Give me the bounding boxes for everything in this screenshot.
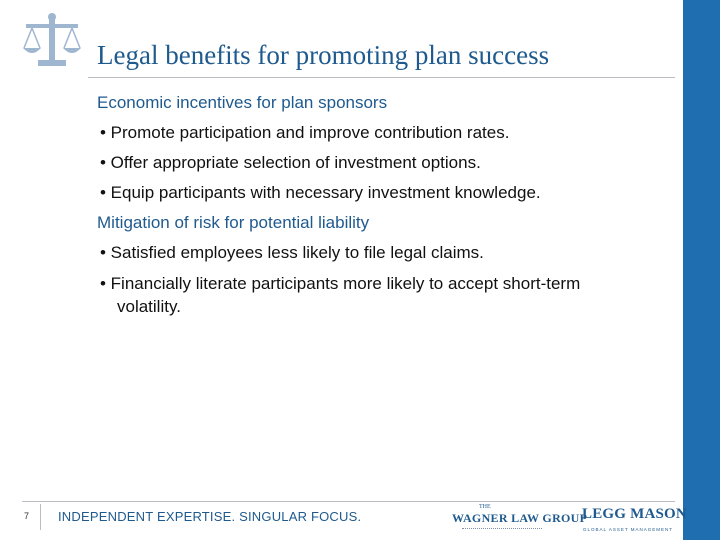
title-divider bbox=[88, 77, 675, 78]
footer-divider bbox=[22, 501, 675, 502]
bullet-financially-literate-line2: volatility. bbox=[117, 297, 181, 316]
scales-of-justice-icon bbox=[20, 12, 84, 70]
section-heading-risk-mitigation: Mitigation of risk for potential liability bbox=[97, 213, 370, 232]
page-number: 7 bbox=[24, 511, 30, 521]
legg-logo-name: LEGG MASON bbox=[582, 506, 687, 522]
bullet-equip-participants: • Equip participants with necessary investment knowledge. bbox=[100, 183, 541, 202]
slide-body bbox=[97, 88, 677, 318]
wagner-logo-subtext bbox=[462, 528, 542, 530]
bullet-promote-participation: • Promote participation and improve contribution rates. bbox=[100, 123, 510, 142]
footer-separator bbox=[40, 504, 41, 530]
right-accent-bar bbox=[683, 0, 720, 540]
wagner-law-group-logo bbox=[452, 504, 588, 534]
bullet-financially-literate-line1: • Financially literate participants more likely to accept short-term bbox=[100, 274, 581, 293]
bullet-offer-selection: • Offer appropriate selection of investment options. bbox=[100, 153, 481, 172]
slide-title: Legal benefits for promoting plan success bbox=[97, 40, 550, 70]
wagner-logo-the: THE bbox=[479, 504, 491, 510]
bullet-financially-literate bbox=[97, 272, 677, 318]
wagner-logo-name: WAGNER LAW GROUP bbox=[452, 511, 588, 525]
section-heading-economic-incentives: Economic incentives for plan sponsors bbox=[97, 93, 388, 112]
legg-mason-logo bbox=[582, 504, 687, 534]
legg-logo-subtext: GLOBAL ASSET MANAGEMENT bbox=[583, 527, 674, 532]
footer-tagline: INDEPENDENT EXPERTISE. SINGULAR FOCUS. bbox=[58, 509, 362, 524]
bullet-satisfied-employees: • Satisfied employees less likely to file legal claims. bbox=[100, 243, 484, 262]
